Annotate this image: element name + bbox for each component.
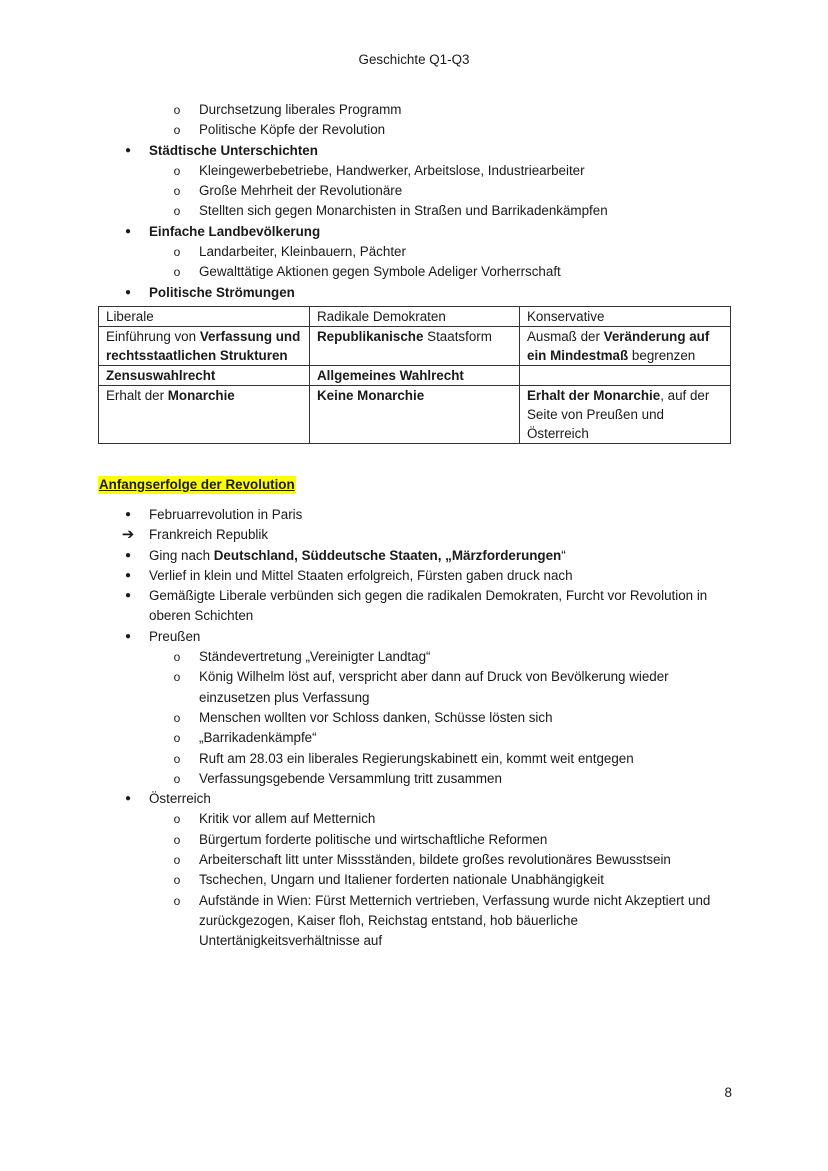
circle-bullet-icon: o	[173, 771, 181, 786]
section-heading: Anfangserfolge der Revolution	[99, 476, 295, 492]
circle-bullet-icon: o	[173, 123, 181, 138]
list-item: ● Gemäßigte Liberale verbünden sich gegen die radikalen Demokraten, Furcht vor Revolution in oberen Schichten	[0, 586, 828, 627]
bullet-icon: ●	[124, 225, 132, 237]
sub-list	[0, 100, 828, 141]
circle-bullet-icon: o	[173, 853, 181, 868]
list-item: ● Politische Strömungen	[0, 283, 828, 303]
list-item: o Verfassungsgebende Versammlung tritt zusammen	[0, 769, 828, 789]
table-row	[99, 326, 731, 365]
circle-bullet-icon: o	[173, 710, 181, 725]
list-item: ● Städtische Unterschichten	[0, 141, 828, 161]
arrow-right-icon: ➔	[121, 526, 135, 544]
list-item: o Ständevertretung „Vereinigter Landtag“	[0, 647, 828, 667]
revolution-list	[0, 505, 828, 647]
list-item: ● Februarrevolution in Paris	[0, 505, 828, 525]
circle-bullet-icon: o	[173, 873, 181, 888]
table-cell: Republikanische Staatsform	[310, 326, 520, 365]
sub-list	[0, 161, 828, 222]
list-item: o Bürgertum forderte politische und wirtschaftliche Reformen	[0, 830, 828, 850]
table-header-row	[99, 306, 731, 326]
document-body	[0, 100, 828, 952]
list-item: o Gewalttätige Aktionen gegen Symbole Adeliger Vorherrschaft	[0, 262, 828, 282]
bullet-icon: ●	[124, 590, 132, 602]
revolution-list	[0, 789, 828, 809]
list-item: o Arbeiterschaft litt unter Missständen, bildete großes revolutionäres Bewusstsein	[0, 850, 828, 870]
column-header: Radikale Demokraten	[310, 306, 520, 326]
list-item: o Tschechen, Ungarn und Italiener forderten nationale Unabhängigkeit	[0, 870, 828, 890]
circle-bullet-icon: o	[173, 812, 181, 827]
list-item: ● Preußen	[0, 627, 828, 647]
circle-bullet-icon: o	[173, 265, 181, 280]
page-header: Geschichte Q1-Q3	[358, 52, 470, 67]
list-item: ● Österreich	[0, 789, 828, 809]
column-header: Konservative	[520, 306, 731, 326]
list-item: o Kritik vor allem auf Metternich	[0, 809, 828, 829]
bullet-icon: ●	[124, 549, 132, 561]
circle-bullet-icon: o	[173, 103, 181, 117]
preussen-sub-list	[0, 647, 828, 789]
main-list	[0, 222, 828, 242]
list-item: o „Barrikadenkämpfe“	[0, 728, 828, 748]
page-number: 8	[724, 1085, 732, 1100]
list-item: o Kleingewerbebetriebe, Handwerker, Arbeitslose, Industriearbeiter	[0, 161, 828, 181]
table-cell: Einführung von Verfassung und rechtsstaatlichen Strukturen	[99, 326, 310, 365]
bullet-icon: ●	[124, 144, 132, 156]
circle-bullet-icon: o	[173, 893, 181, 908]
list-item: o Aufstände in Wien: Fürst Metternich vertrieben, Verfassung wurde nicht Akzeptiert und zurückgezogen, Kaiser floh, Reichstag entstand, hob bäuerliche Untertänigkeitsverhältnisse auf	[0, 891, 828, 952]
list-item: o Landarbeiter, Kleinbauern, Pächter	[0, 242, 828, 262]
list-item: ● Einfache Landbevölkerung	[0, 222, 828, 242]
political-currents-table	[98, 306, 731, 444]
circle-bullet-icon: o	[173, 670, 181, 685]
bullet-icon: ●	[124, 630, 132, 642]
list-item: ● Verlief in klein und Mittel Staaten erfolgreich, Fürsten gaben druck nach	[0, 566, 828, 586]
oesterreich-sub-list	[0, 809, 828, 951]
table-cell: Allgemeines Wahlrecht	[310, 365, 520, 385]
list-item: o Ruft am 28.03 ein liberales Regierungskabinett ein, kommt weit entgegen	[0, 749, 828, 769]
table-cell: Zensuswahlrecht	[99, 365, 310, 385]
list-item: o Stellten sich gegen Monarchisten in Straßen und Barrikadenkämpfen	[0, 201, 828, 221]
table-row	[99, 365, 731, 385]
table-cell: Erhalt der Monarchie	[99, 385, 310, 443]
column-header: Liberale	[99, 306, 310, 326]
table-cell: Erhalt der Monarchie, auf der Seite von Preußen und Österreich	[520, 385, 731, 443]
list-item: o Menschen wollten vor Schloss danken, Schüsse lösten sich	[0, 708, 828, 728]
circle-bullet-icon: o	[173, 245, 181, 260]
bullet-icon: ●	[124, 508, 132, 520]
list-item: o König Wilhelm löst auf, verspricht aber dann auf Druck von Bevölkerung wieder einzusetzen plus Verfassung	[0, 667, 828, 708]
list-item: ➔ Frankreich Republik	[0, 525, 828, 545]
bullet-icon: ●	[124, 569, 132, 581]
circle-bullet-icon: o	[173, 751, 181, 766]
sub-list	[0, 242, 828, 283]
circle-bullet-icon: o	[173, 650, 181, 665]
main-list	[0, 141, 828, 161]
table-row	[99, 385, 731, 443]
circle-bullet-icon: o	[173, 184, 181, 199]
list-item: o Durchsetzung liberales Programm	[0, 100, 828, 120]
circle-bullet-icon: o	[173, 832, 181, 847]
circle-bullet-icon: o	[173, 731, 181, 746]
list-item: o Große Mehrheit der Revolutionäre	[0, 181, 828, 201]
table-cell: Keine Monarchie	[310, 385, 520, 443]
bullet-icon: ●	[124, 793, 132, 805]
bullet-icon: ●	[124, 286, 132, 298]
circle-bullet-icon: o	[173, 204, 181, 219]
table-cell: Ausmaß der Veränderung auf ein Mindestmaß begrenzen	[520, 326, 731, 365]
table-cell	[520, 365, 731, 385]
list-item: o Politische Köpfe der Revolution	[0, 120, 828, 140]
list-item: ● Ging nach Deutschland, Süddeutsche Staaten, „Märzforderungen“	[0, 546, 828, 566]
circle-bullet-icon: o	[173, 163, 181, 178]
main-list	[0, 283, 828, 303]
